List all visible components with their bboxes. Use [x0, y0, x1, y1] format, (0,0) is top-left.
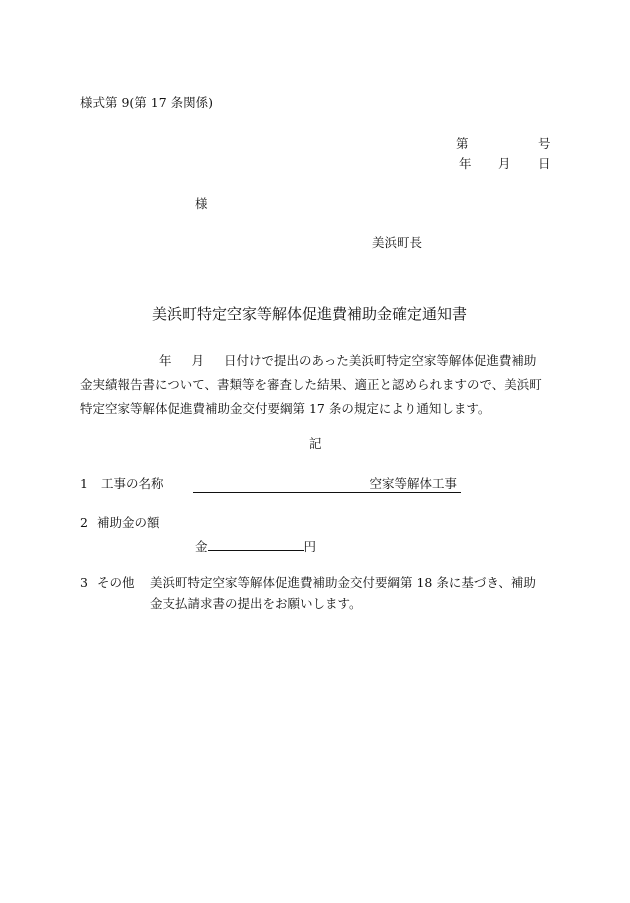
date-month-label: 月 [498, 156, 511, 171]
item-3-line-1: 美浜町特定空家等解体促進費補助金交付要綱第 18 条に基づき、補助 [150, 575, 536, 590]
item-2-suffix: 円 [303, 539, 317, 554]
item-2-number: 2 [80, 515, 88, 530]
body-year-label: 年 [159, 353, 172, 368]
body-paragraph [80, 349, 550, 421]
addressee-honorific: 様 [195, 196, 208, 211]
form-number: 様式第 9(第 17 条関係) [80, 95, 214, 110]
document-title: 美浜町特定空家等解体促進費補助金確定通知書 [152, 305, 468, 323]
body-line-3: 特定空家等解体促進費補助金交付要綱第 17 条の規定により通知します。 [80, 401, 491, 416]
body-line-1 [80, 349, 550, 373]
item-2-label: 補助金の額 [97, 515, 160, 530]
item-2-amount-blank [208, 538, 304, 551]
item-3-label: その他 [97, 575, 135, 590]
sender-name: 美浜町長 [372, 235, 423, 250]
item-2-amount [195, 538, 316, 554]
date-day-label: 日 [538, 156, 551, 171]
item-3-number: 3 [80, 575, 88, 590]
document-number-prefix: 第 [456, 136, 469, 151]
item-3-line-2: 金支払請求書の提出をお願いします。 [150, 596, 362, 611]
body-line-1-text: 日付けで提出のあった美浜町特定空家等解体促進費補助 [224, 353, 537, 368]
body-month-label: 月 [191, 353, 205, 368]
item-1-label: 工事の名称 [101, 476, 164, 491]
ki-heading: 記 [309, 436, 322, 451]
document-number-suffix: 号 [538, 136, 551, 151]
body-line-2: 金実績報告書について、書類等を審査した結果、適正と認められますので、美浜町 [80, 377, 542, 392]
item-2-prefix: 金 [195, 539, 208, 554]
item-1-number: 1 [80, 476, 88, 491]
date-year-label: 年 [459, 156, 472, 171]
item-1-underline [193, 478, 461, 493]
item-1-value: 空家等解体工事 [369, 476, 457, 491]
